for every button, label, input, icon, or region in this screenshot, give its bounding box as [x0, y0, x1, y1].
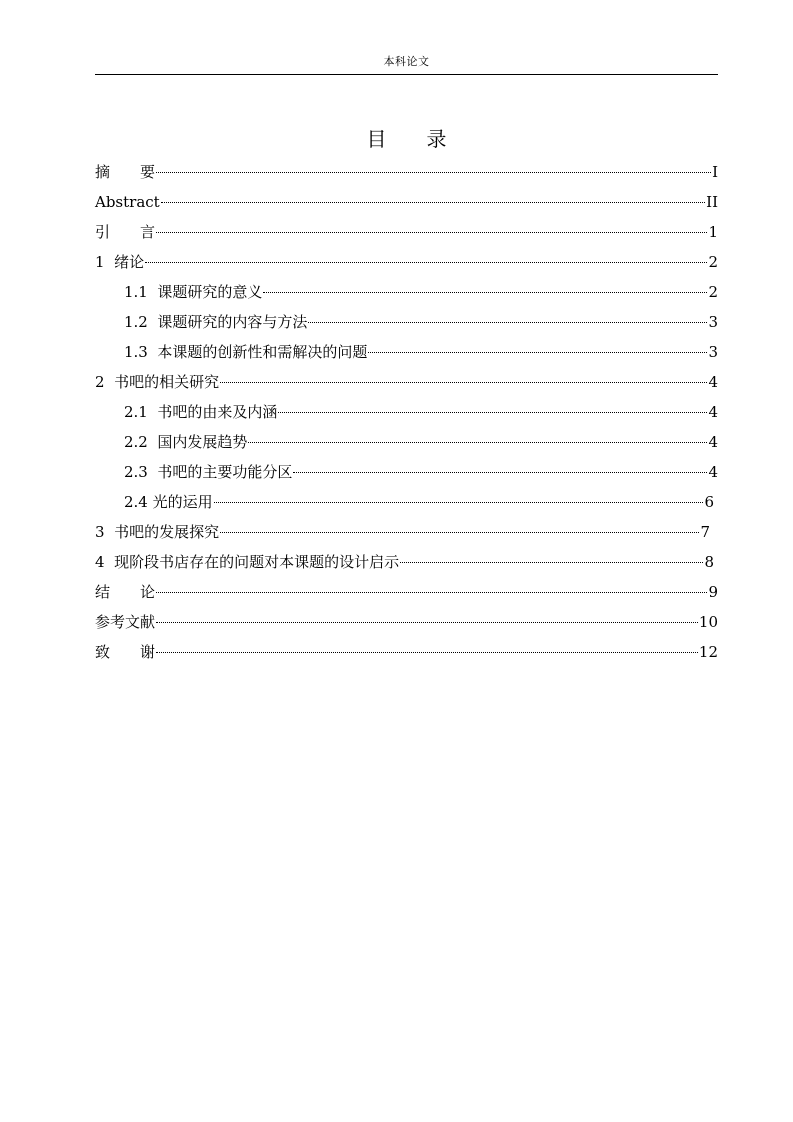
toc-dot-leader — [156, 622, 698, 623]
toc-dot-leader — [214, 502, 704, 503]
toc-entry-chapter-2[interactable] — [95, 367, 718, 397]
toc-entry-page: 3 — [708, 313, 718, 331]
toc-entry-page: 2 — [708, 253, 718, 271]
page-header — [95, 50, 718, 75]
toc-entry-page: 9 — [708, 583, 718, 601]
toc-entry-label: 1 绪论 — [95, 253, 145, 271]
toc-entry-label: Abstract — [95, 193, 160, 211]
toc-dot-leader — [220, 382, 707, 383]
toc-entry-label: 1.1 课题研究的意义 — [124, 283, 263, 301]
toc-dot-leader — [368, 352, 707, 353]
toc-entry-page: 4 — [708, 433, 718, 451]
toc-entry-page: I — [712, 163, 718, 181]
toc-entry-label: 摘 要 — [95, 163, 156, 181]
toc-entry-abstract-en[interactable] — [95, 187, 718, 217]
toc-entry-section-1-2[interactable] — [124, 307, 718, 337]
toc-entry-section-1-1[interactable] — [124, 277, 718, 307]
toc-entry-abstract-cn[interactable] — [95, 157, 718, 187]
toc-entry-label: 2.1 书吧的由来及内涵 — [124, 403, 278, 421]
toc-entry-page: 6 — [704, 493, 714, 511]
page-title: 目 录 — [366, 127, 447, 151]
toc-entry-section-2-2[interactable] — [124, 427, 718, 457]
toc-entry-page: 10 — [698, 613, 718, 631]
toc-dot-leader — [156, 652, 698, 653]
toc-entry-section-1-3[interactable] — [124, 337, 718, 367]
toc-entry-page: 1 — [708, 223, 718, 241]
toc-entry-label: 参考文献 — [95, 613, 156, 631]
toc-entry-page: 4 — [708, 403, 718, 421]
toc-entry-label: 致 谢 — [95, 643, 156, 661]
toc-entry-label: 2.2 国内发展趋势 — [124, 433, 248, 451]
toc-entry-introduction[interactable] — [95, 217, 718, 247]
toc-entry-page: 4 — [708, 373, 718, 391]
toc-entry-label: 1.2 课题研究的内容与方法 — [124, 313, 308, 331]
toc-entry-label: 4 现阶段书店存在的问题对本课题的设计启示 — [95, 553, 400, 571]
toc-entry-page: 8 — [704, 553, 714, 571]
toc-dot-leader — [248, 442, 707, 443]
toc-entry-references[interactable] — [95, 607, 718, 637]
toc-entry-page: 3 — [708, 343, 718, 361]
toc-entry-label: 引 言 — [95, 223, 156, 241]
toc-entry-label: 2.3 书吧的主要功能分区 — [124, 463, 293, 481]
toc-entry-conclusion[interactable] — [95, 577, 718, 607]
toc-dot-leader — [156, 232, 707, 233]
toc-dot-leader — [156, 172, 711, 173]
toc-dot-leader — [220, 532, 699, 533]
toc-entry-page: 7 — [700, 523, 710, 541]
toc-entry-section-2-1[interactable] — [124, 397, 718, 427]
toc-entry-section-2-3[interactable] — [124, 457, 718, 487]
toc-entry-page: 12 — [698, 643, 718, 661]
toc-entry-label: 3 书吧的发展探究 — [95, 523, 220, 541]
toc-entry-chapter-4[interactable] — [95, 547, 714, 577]
toc-entry-chapter-3[interactable] — [95, 517, 710, 547]
toc-dot-leader — [293, 472, 707, 473]
toc-dot-leader — [278, 412, 707, 413]
toc-entry-page: II — [706, 193, 718, 211]
toc-dot-leader — [145, 262, 707, 263]
header-text: 本科论文 — [383, 55, 430, 68]
toc-dot-leader — [400, 562, 703, 563]
toc-entry-section-2-4[interactable] — [124, 487, 714, 517]
toc-dot-leader — [161, 202, 705, 203]
toc-dot-leader — [308, 322, 707, 323]
toc-entry-label: 2.4 光的运用 — [124, 493, 213, 511]
toc-dot-leader — [263, 292, 707, 293]
toc-entry-chapter-1[interactable] — [95, 247, 718, 277]
toc-entry-label: 结 论 — [95, 583, 156, 601]
toc-dot-leader — [156, 592, 707, 593]
toc-entry-label: 2 书吧的相关研究 — [95, 373, 220, 391]
toc-entry-page: 4 — [708, 463, 718, 481]
toc-entry-acknowledgements[interactable] — [95, 637, 718, 667]
toc-entry-page: 2 — [708, 283, 718, 301]
toc-entry-label: 1.3 本课题的创新性和需解决的问题 — [124, 343, 368, 361]
